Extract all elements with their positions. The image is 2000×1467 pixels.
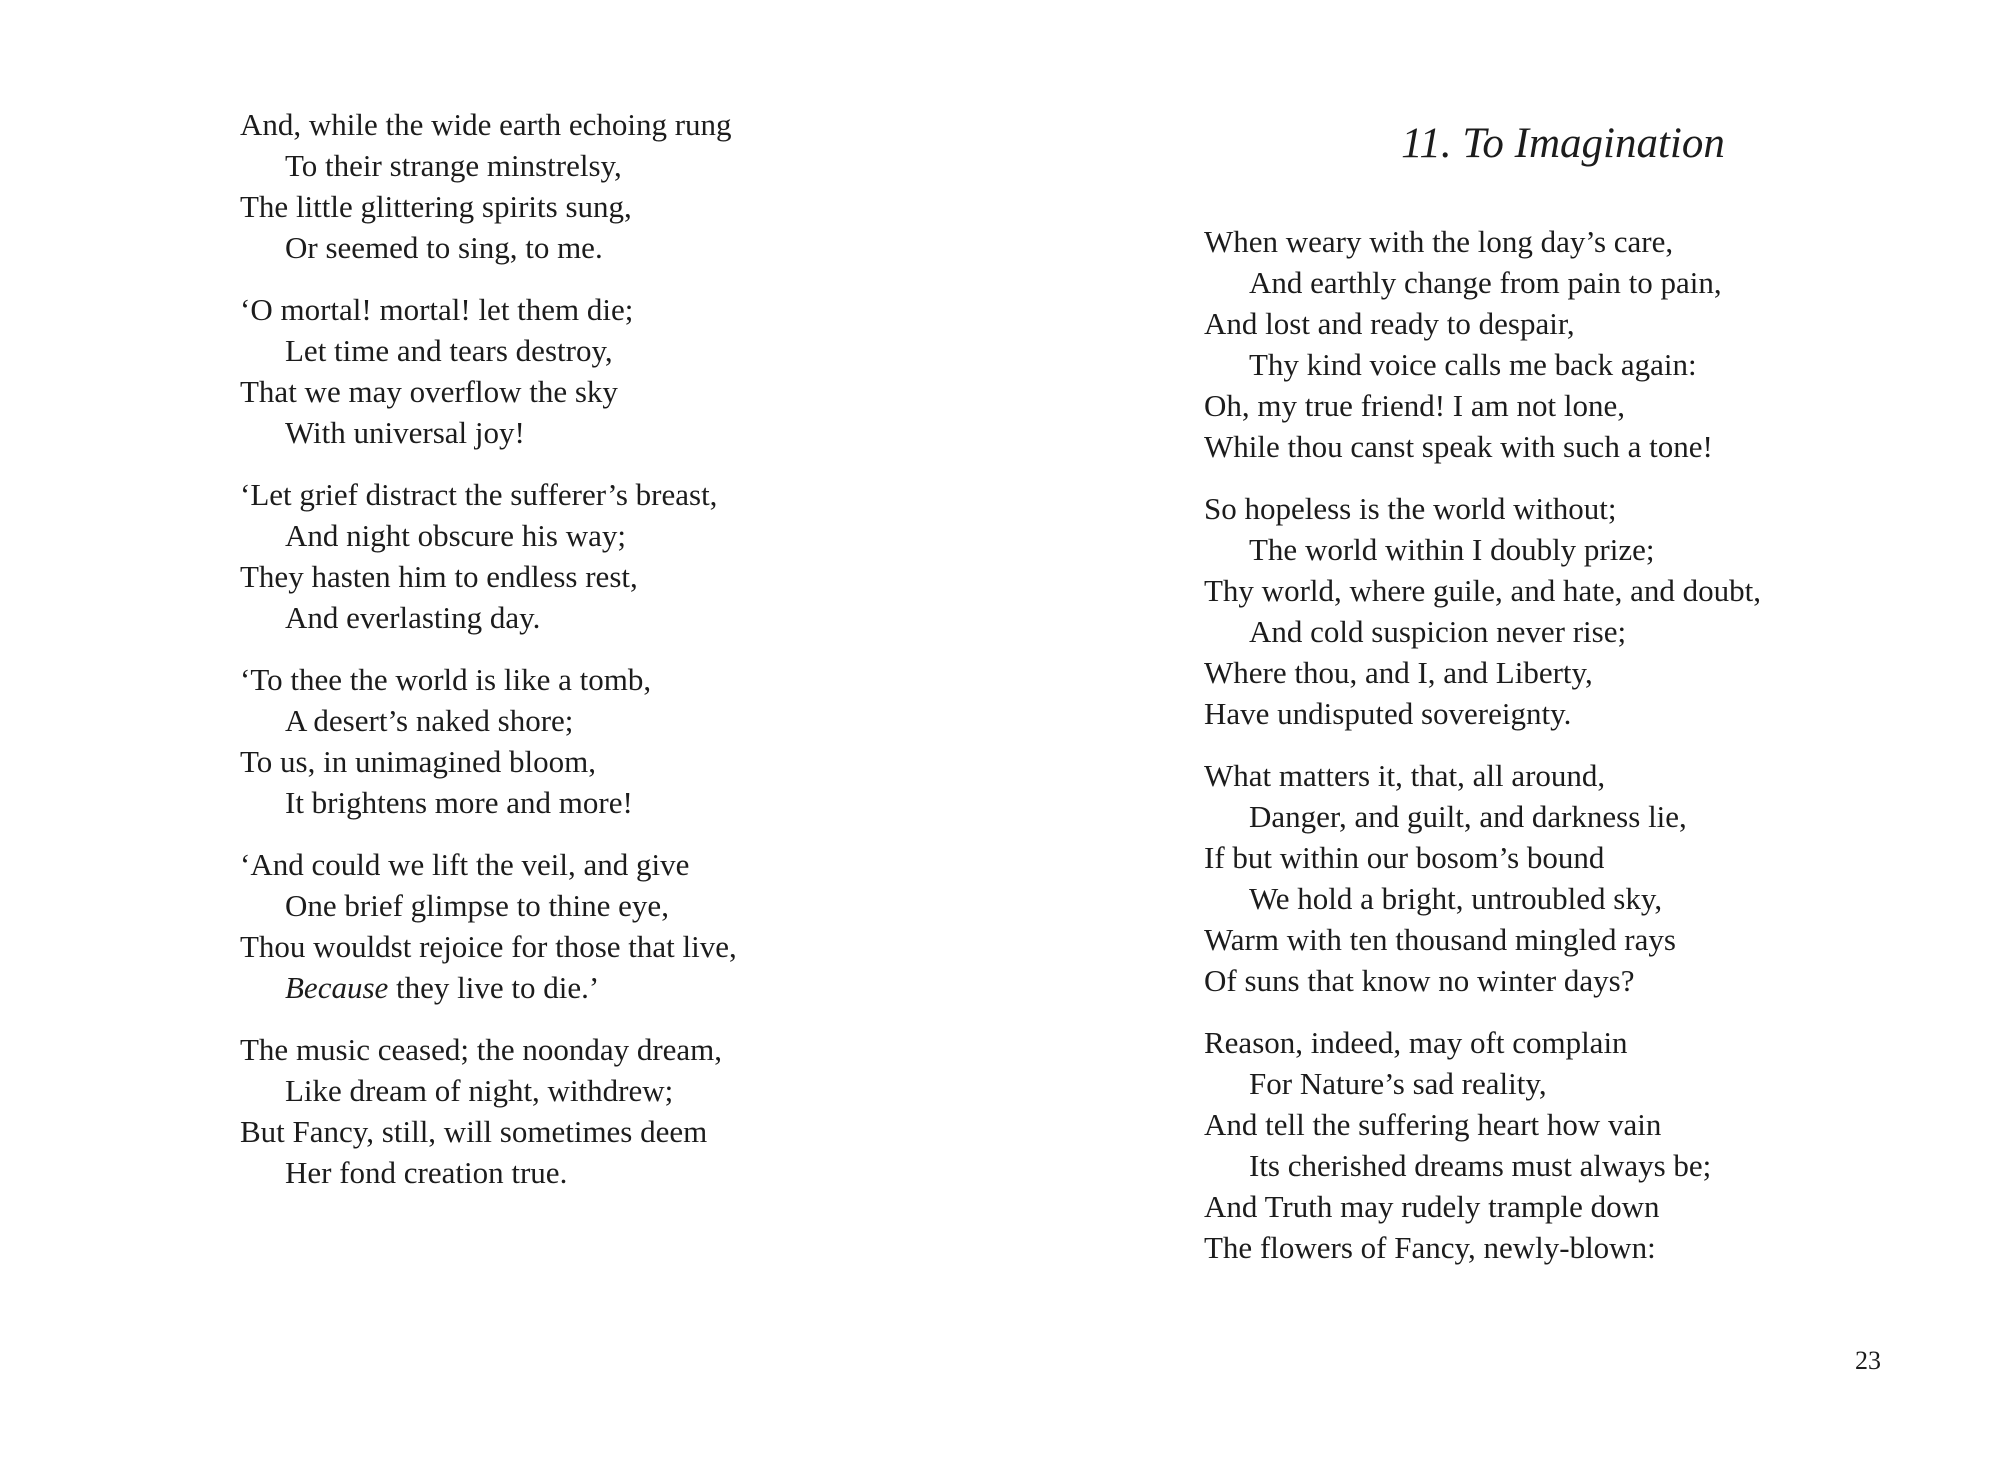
poem-line: Like dream of night, withdrew; [285, 1073, 674, 1108]
stanza [1204, 221, 1761, 467]
poem-line: Or seemed to sing, to me. [285, 230, 603, 265]
poem-line: Thou wouldst rejoice for those that live, [240, 929, 737, 964]
right-page [1000, 0, 2000, 1467]
poem-line: And lost and ready to despair, [1204, 306, 1575, 341]
poem-title: 11. To Imagination [1401, 120, 1725, 167]
poem-line: With universal joy! [285, 415, 525, 450]
poem-line: Reason, indeed, may oft complain [1204, 1025, 1628, 1060]
poem-line: And everlasting day. [285, 600, 541, 635]
poem-to-imagination [1204, 221, 1761, 1289]
poem-line: Her fond creation true. [285, 1155, 568, 1190]
poem-line: The world within I doubly prize; [1249, 532, 1655, 567]
poem-line: And night obscure his way; [285, 518, 626, 553]
poem-line: One brief glimpse to thine eye, [285, 888, 669, 923]
poem-line: Danger, and guilt, and darkness lie, [1249, 799, 1687, 834]
poem-line: While thou canst speak with such a tone! [1204, 429, 1713, 464]
poem-line: Let time and tears destroy, [285, 333, 613, 368]
poem-line: To their strange minstrelsy, [285, 148, 622, 183]
stanza [240, 474, 737, 638]
poem-line: The little glittering spirits sung, [240, 189, 632, 224]
poem-line: Its cherished dreams must always be; [1249, 1148, 1712, 1183]
poem-line: And earthly change from pain to pain, [1249, 265, 1722, 300]
poem-line: Of suns that know no winter days? [1204, 963, 1635, 998]
poem-line: Warm with ten thousand mingled rays [1204, 922, 1676, 957]
poem-line: Thy kind voice calls me back again: [1249, 347, 1697, 382]
poem-line: The music ceased; the noonday dream, [240, 1032, 723, 1067]
italic-word: Because [285, 970, 389, 1005]
stanza [240, 1029, 737, 1193]
poem-line: And Truth may rudely trample down [1204, 1189, 1660, 1224]
poem-line: When weary with the long day’s care, [1204, 224, 1674, 259]
stanza [1204, 755, 1761, 1001]
poem-line: But Fancy, still, will sometimes deem [240, 1114, 708, 1149]
poem-line: Where thou, and I, and Liberty, [1204, 655, 1593, 690]
stanza [240, 289, 737, 453]
poem-line: ‘O mortal! mortal! let them die; [240, 292, 634, 327]
poem-line: We hold a bright, untroubled sky, [1249, 881, 1663, 916]
poem-line: That we may overflow the sky [240, 374, 618, 409]
poem-line: A desert’s naked shore; [285, 703, 574, 738]
page-number: 23 [1855, 1346, 1881, 1375]
poem-line: ‘To thee the world is like a tomb, [240, 662, 652, 697]
poem-line: What matters it, that, all around, [1204, 758, 1606, 793]
poem-line: ‘And could we lift the veil, and give [240, 847, 690, 882]
poem-line: The flowers of Fancy, newly-blown: [1204, 1230, 1656, 1265]
poem-line: If but within our bosom’s bound [1204, 840, 1605, 875]
poem-line: ‘Let grief distract the sufferer’s breast, [240, 477, 718, 512]
poem-continuation [240, 104, 737, 1214]
poem-line: To us, in unimagined bloom, [240, 744, 597, 779]
poem-line: For Nature’s sad reality, [1249, 1066, 1547, 1101]
stanza [240, 104, 737, 268]
stanza [1204, 488, 1761, 734]
poem-line: Oh, my true friend! I am not lone, [1204, 388, 1625, 423]
stanza [240, 844, 737, 1008]
line-remainder: they live to die.’ [388, 970, 600, 1005]
poem-line: It brightens more and more! [285, 785, 633, 820]
poem-line: And, while the wide earth echoing rung [240, 107, 732, 142]
poem-line: And cold suspicion never rise; [1249, 614, 1627, 649]
stanza [240, 659, 737, 823]
poem-line [240, 967, 737, 1008]
stanza [1204, 1022, 1761, 1268]
poem-line: And tell the suffering heart how vain [1204, 1107, 1662, 1142]
poem-line: They hasten him to endless rest, [240, 559, 638, 594]
poem-line: Thy world, where guile, and hate, and doubt, [1204, 573, 1761, 608]
poem-line: Have undisputed sovereignty. [1204, 696, 1572, 731]
poem-line: So hopeless is the world without; [1204, 491, 1617, 526]
